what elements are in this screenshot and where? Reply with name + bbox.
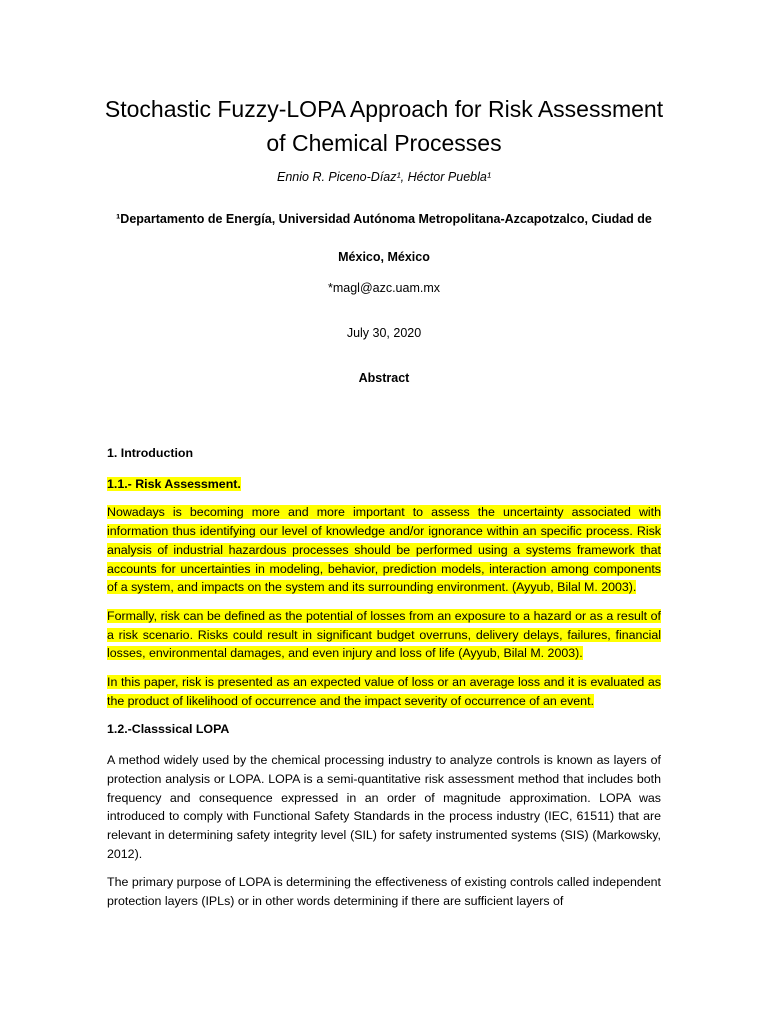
subsection-heading-classical-lopa: 1.2.-Classsical LOPA [107,722,230,737]
paragraph-5: The primary purpose of LOPA is determining the effectiveness of existing controls called independent protection layers (IPLs) or in other words determining if there are sufficient layers of [107,875,661,909]
highlight: In this paper, risk is presented as an expected value of loss or an average loss and it is evaluated as the product of likelihood of occurrence and the impact severity of occurrence of an event. [107,675,661,708]
paragraph-4: A method widely used by the chemical processing industry to analyze controls is known as layers of protection analysis or LOPA. LOPA is a semi-quantitative risk assessment method that includes both frequency and consequence expressed in an order of magnitude approximation. LOPA was introduced to comply with Functional Safety Standards in the process industry (IEC, 61511) that are relevant in determining safety integrity level (SIL) for safety instrumented systems (SIS) (Markowsky, 2012). [107,753,661,861]
body-text [107,444,661,921]
authors: Ennio R. Piceno-Díaz¹, Héctor Puebla¹ [277,170,491,184]
subsection-heading-risk-assessment [107,475,661,494]
section-heading-introduction: 1. Introduction [107,446,194,460]
affiliation [60,200,708,276]
title-line-2: of Chemical Processes [266,130,502,156]
paragraph-2 [107,607,661,663]
email: *magl@azc.uam.mx [327,281,441,295]
highlight: Formally, risk can be defined as the potential of losses from an exposure to a hazard or as a result of a risk scenario. Risks could result in significant budget overruns, delivery delays, failures, financial losses, environmental damages, and even injury and loss of life (Ayyub, Bilal M. 2003). [107,608,661,661]
title-line-1: Stochastic Fuzzy-LOPA Approach for Risk Assessment [104,96,664,122]
highlight: Nowadays is becoming more and more important to assess the uncertainty associated with information thus identifying our level of knowledge and/or ignorance within an specific process. Risk analysis of industrial hazardous processes should be performed using a systems framework that accounts for uncertainties in modeling, behavior, prediction models, interaction among components of a system, and impacts on the system and its surrounding environment. (Ayyub, Bilal M. 2003). [107,505,661,595]
affiliation-line-1: ¹Departamento de Energía, Universidad Autónoma Metropolitana-Azcapotzalco, Ciudad de [116,212,652,226]
paper-title [60,92,708,160]
paragraph-3 [107,673,661,710]
highlight: 1.1.- Risk Assessment. [107,476,241,491]
date: July 30, 2020 [346,326,422,340]
affiliation-line-2: México, México [338,250,430,264]
abstract-heading: Abstract [358,371,410,385]
paragraph-1 [107,503,661,597]
